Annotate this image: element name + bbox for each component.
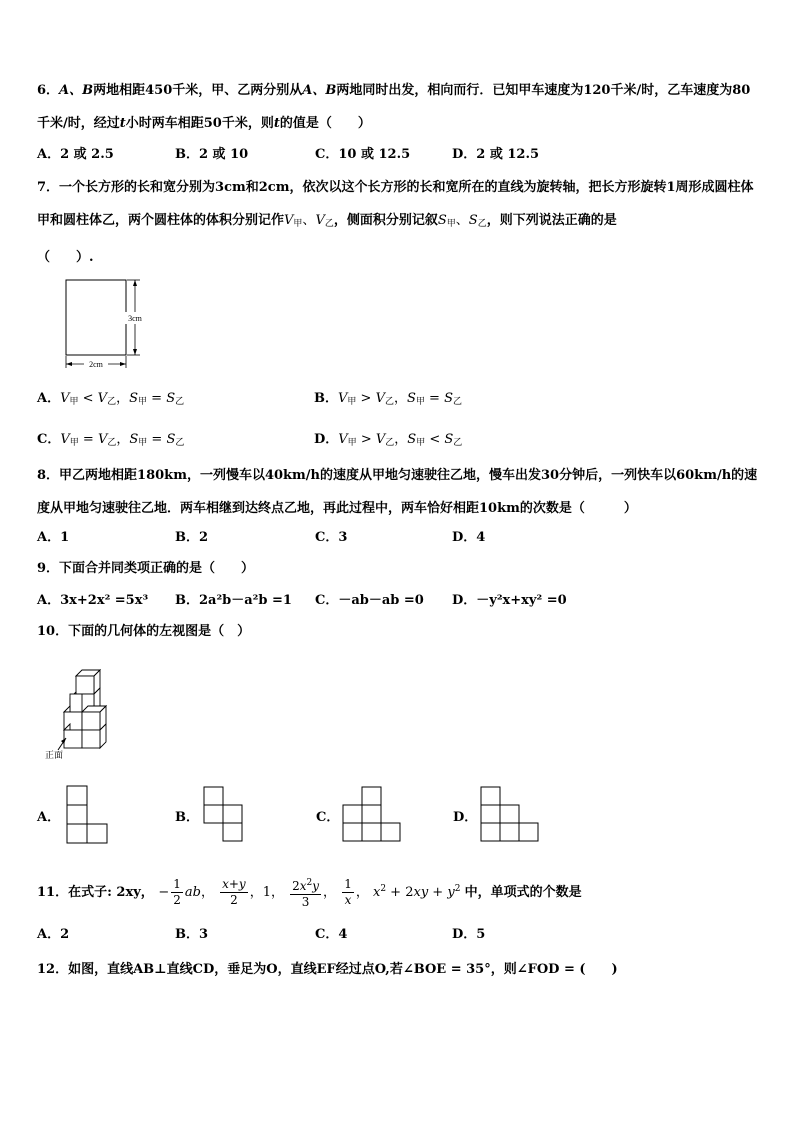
q6-option-a[interactable]: A．2 或 2.5 bbox=[37, 147, 114, 162]
q7-text2: ，侧面积分别记叙 bbox=[333, 213, 438, 228]
q8-option-b[interactable]: B．2 bbox=[175, 530, 209, 545]
q6-option-c[interactable]: C．10 或 12.5 bbox=[315, 147, 411, 162]
q8-option-c[interactable]: C．3 bbox=[315, 530, 348, 545]
var-t: t bbox=[119, 116, 126, 131]
q6-option-d[interactable]: D．2 或 12.5 bbox=[452, 147, 540, 162]
q11-option-b[interactable]: B．3 bbox=[175, 927, 209, 942]
q7-options-cd bbox=[37, 430, 757, 450]
q11-intro: 在式子: 2xy， bbox=[68, 885, 154, 900]
q11-option-a[interactable]: A．2 bbox=[37, 927, 70, 942]
v-symbol: V bbox=[284, 213, 294, 228]
question-number: 7． bbox=[37, 180, 60, 195]
q7-text3: ，则下列说法正确的是 bbox=[486, 213, 617, 228]
question-6 bbox=[37, 74, 758, 140]
q6-options bbox=[37, 145, 757, 165]
question-12 bbox=[37, 960, 757, 980]
sub-yi: 乙 bbox=[324, 219, 334, 229]
q7-option-c[interactable]: C．$V_甲 = V_乙$，$S_甲 = S_乙$ bbox=[37, 432, 185, 448]
q6-text-d: 的值是（ ） bbox=[279, 116, 371, 131]
var-ab-2: A、B bbox=[302, 83, 337, 98]
width-label: 2cm bbox=[89, 360, 103, 369]
q9-option-c[interactable]: C．－ab－ab =0 bbox=[315, 593, 424, 608]
q10-option-c-figure[interactable] bbox=[342, 786, 402, 844]
q7-option-d[interactable]: D．$V_甲 > V_乙$，$S_甲 < S_乙$ bbox=[314, 432, 463, 448]
q7-option-b[interactable]: B．$V_甲 > V_乙$，$S_甲 = S_乙$ bbox=[314, 391, 463, 407]
var-t-2: t bbox=[273, 116, 280, 131]
q7-text: 一个长方形的长和宽分别为3cm和2cm，依次以这个长方形的长和宽所在的直线为旋转轴，把长方形旋转1周形成圆柱体甲和圆柱体乙，两个圆柱体的体积分别记作 bbox=[37, 180, 754, 228]
q11-expressions: − $\frac{1}{2}$ ab， $\frac{x+y}{2}$ ，1， $\frac{2x^2y}{3}$ ， $\frac{1}{x}$ ， $x^2 + 2xy + y^2$ bbox=[158, 877, 461, 909]
q8-text: 甲乙两地相距180km，一列慢车以40km/h的速度从甲地匀速驶往乙地，慢车出发30分钟后，一列快车以60km/h的速度从甲地匀速驶往乙地．两车相继到达终点乙地，再此过程中，两车恰好相距10km的次数是（ ） bbox=[37, 468, 758, 516]
q10-option-c-label[interactable]: C． bbox=[316, 810, 340, 825]
q6-text-b: 两地同时出发，相向而行．已知甲车速度为120千米/时，乙车速度为80千米/时，经过 bbox=[37, 83, 751, 131]
q10-text: 下面的几何体的左视图是（ ） bbox=[68, 624, 251, 639]
q10-option-a-label[interactable]: A． bbox=[37, 810, 61, 825]
q10-option-a-figure[interactable] bbox=[66, 785, 108, 845]
q11-option-d[interactable]: D．5 bbox=[452, 927, 486, 942]
question-number: 10． bbox=[37, 624, 69, 639]
q10-option-b-label[interactable]: B． bbox=[175, 810, 199, 825]
q8-option-a[interactable]: A．1 bbox=[37, 530, 70, 545]
var-ab: A、B bbox=[59, 83, 94, 98]
question-number: 8． bbox=[37, 468, 60, 483]
question-number: 6． bbox=[37, 83, 60, 98]
q7-options-ab bbox=[37, 389, 757, 409]
q7-text4: （ ）. bbox=[37, 250, 94, 265]
rectangle-figure bbox=[60, 276, 155, 371]
q6-text-c: 小时两车相距50千米，则 bbox=[125, 116, 274, 131]
q7-option-a[interactable]: A．$V_甲 < V_乙$，$S_甲 = S_乙$ bbox=[37, 391, 185, 407]
q8-option-d[interactable]: D．4 bbox=[452, 530, 486, 545]
q10-option-d-figure[interactable] bbox=[480, 786, 540, 844]
q10-option-d-label[interactable]: D． bbox=[453, 810, 478, 825]
q9-option-d[interactable]: D．－y²x+xy² =0 bbox=[452, 593, 567, 608]
height-label: 3cm bbox=[128, 314, 142, 323]
cube-stack-figure bbox=[42, 664, 114, 762]
q11-options bbox=[37, 925, 757, 945]
q8-options bbox=[37, 528, 757, 548]
q6-option-b[interactable]: B．2 或 10 bbox=[175, 147, 249, 162]
q10-option-b-figure[interactable] bbox=[203, 786, 245, 844]
q11-text-end: 中，单项式的个数是 bbox=[464, 885, 582, 900]
q9-option-b[interactable]: B．2a²b－a²b =1 bbox=[175, 593, 292, 608]
q9-options bbox=[37, 591, 757, 611]
question-10 bbox=[37, 622, 757, 642]
question-number: 9． bbox=[37, 561, 60, 576]
front-label: 正面 bbox=[45, 751, 64, 761]
q12-text: 如图，直线AB⊥直线CD，垂足为O，直线EF经过点O,若∠BOE = 35°，则∠FOD = ( ) bbox=[68, 962, 618, 977]
question-9 bbox=[37, 559, 757, 579]
question-7: 7．一个长方形的长和宽分别为3cm和2cm，依次以这个长方形的长和宽所在的直线为旋转轴，把长方形旋转1周形成圆柱体甲和圆柱体乙，两个圆柱体的体积分别记作$V_甲$、$V_乙$，侧面积分别记叙$S_甲$、$S_乙$，则下列说法正确的是 bbox=[37, 180, 754, 229]
question-11 bbox=[37, 869, 757, 909]
sub-jia: 甲 bbox=[293, 219, 303, 229]
question-number: 11． bbox=[37, 885, 69, 900]
q6-text-a: 两地相距450千米，甲、乙两分别从 bbox=[93, 83, 303, 98]
sub-jia: 甲 bbox=[446, 219, 456, 229]
question-number: 12． bbox=[37, 962, 69, 977]
q9-text: 下面合并同类项正确的是（ ） bbox=[59, 561, 255, 576]
question-8 bbox=[37, 459, 758, 525]
q9-option-a[interactable]: A．3x+2x² =5x³ bbox=[37, 593, 149, 608]
q11-option-c[interactable]: C．4 bbox=[315, 927, 348, 942]
sub-yi: 乙 bbox=[477, 219, 487, 229]
v-symbol: V bbox=[315, 213, 325, 228]
